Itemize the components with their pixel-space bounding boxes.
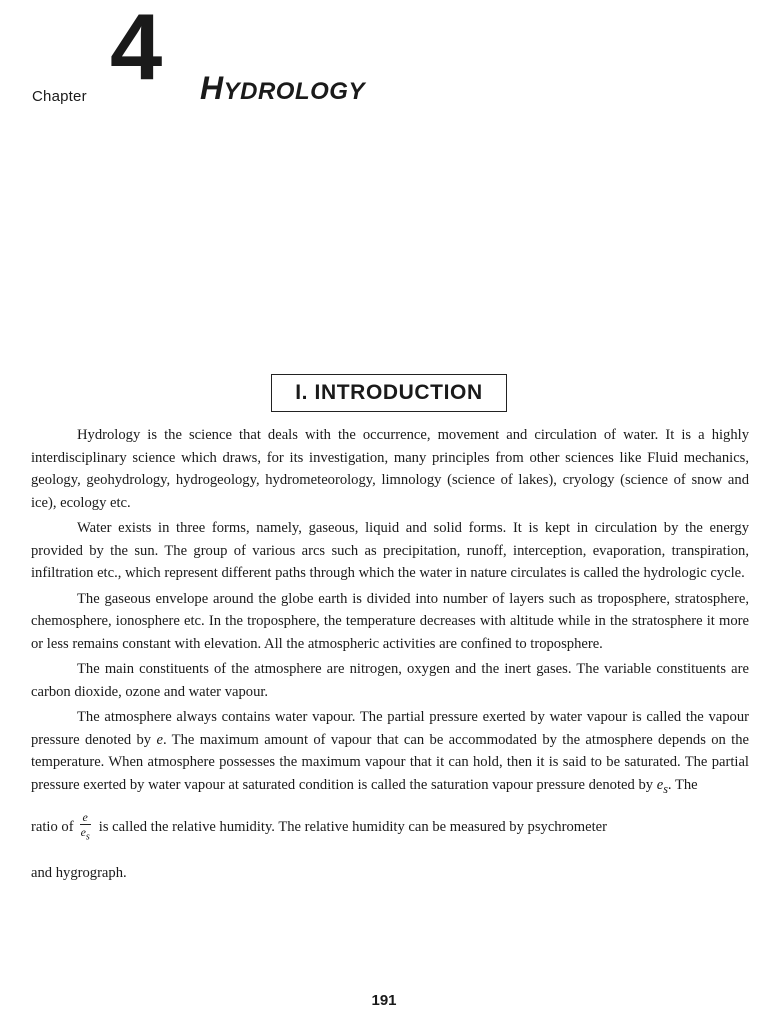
variable-e: e [156, 731, 163, 748]
body-text [31, 424, 749, 885]
chapter-label: Chapter [32, 88, 87, 105]
fraction-denominator-base: e [80, 824, 86, 839]
ratio-suffix: is called the relative humidity. The relative humidity can be measured by psychrometer [98, 818, 607, 835]
relative-humidity-fraction [78, 810, 93, 844]
section-heading: I. INTRODUCTION [271, 374, 507, 412]
paragraph-2: Water exists in three forms, namely, gaseous, liquid and solid forms. It is kept in circulation by the energy provided by the sun. The group of various arcs such as precipitation, runoff, interception, evaporation, transpiration, infiltration etc., which represent different paths through which the water in nature circulates is called the hydrologic cycle. [31, 520, 749, 581]
chapter-title [200, 70, 365, 107]
paragraph-4: The main constituents of the atmosphere are nitrogen, oxygen and the inert gases. The variable constituents are carbon dioxide, ozone and water vapour. [31, 661, 749, 700]
variable-es-subscript: s [663, 781, 668, 796]
fraction-denominator [78, 825, 93, 844]
paragraph-6: and hygrograph. [31, 865, 127, 882]
fraction-denominator-subscript: s [85, 831, 90, 843]
variable-es-base: e [656, 776, 664, 793]
paragraph-5-part-c: . The [667, 776, 698, 793]
chapter-number: 4 [110, 0, 163, 99]
fraction-numerator: e [80, 810, 91, 825]
paragraph-5-part-b: . The maximum amount of vapour that can be accommodated by the atmosphere depends on the temperature. When atmosphere possesses the maximum vapour that it can hold, then it is said to be saturated. The partial pressure exerted by water vapour at saturated condition is called the saturation vapour pressure denoted by [31, 731, 749, 793]
chapter-title-rest: YDROLOGY [223, 78, 365, 105]
chapter-title-initial: H [200, 70, 224, 106]
ratio-prefix: ratio of [31, 818, 74, 835]
chapter-header [32, 0, 732, 108]
paragraph-5-part-a: The atmosphere always contains water vapour. The partial pressure exerted by water vapour is called the vapour pressure denoted by [31, 709, 749, 748]
paragraph-1: Hydrology is the science that deals with the occurrence, movement and circulation of water. It is a highly interdisciplinary science which draws, for its investigation, many principles from other sciences like Fluid mechanics, geology, geohydrology, hydrogeology, hydrometeorology, limnology (science of lakes), cryology (science of snow and ice), ecology etc. [31, 427, 749, 511]
paragraph-5 [31, 706, 749, 800]
variable-es [656, 776, 668, 796]
paragraph-3: The gaseous envelope around the globe earth is divided into number of layers such as troposphere, stratosphere, chemosphere, ionosphere etc. In the troposphere, the temperature decreases with altitude while in the stratosphere it more or less remains constant with elevation. All the atmospheric activities are confined to troposphere. [31, 590, 749, 652]
ratio-line [31, 810, 749, 844]
page-number: 191 [371, 992, 397, 1009]
